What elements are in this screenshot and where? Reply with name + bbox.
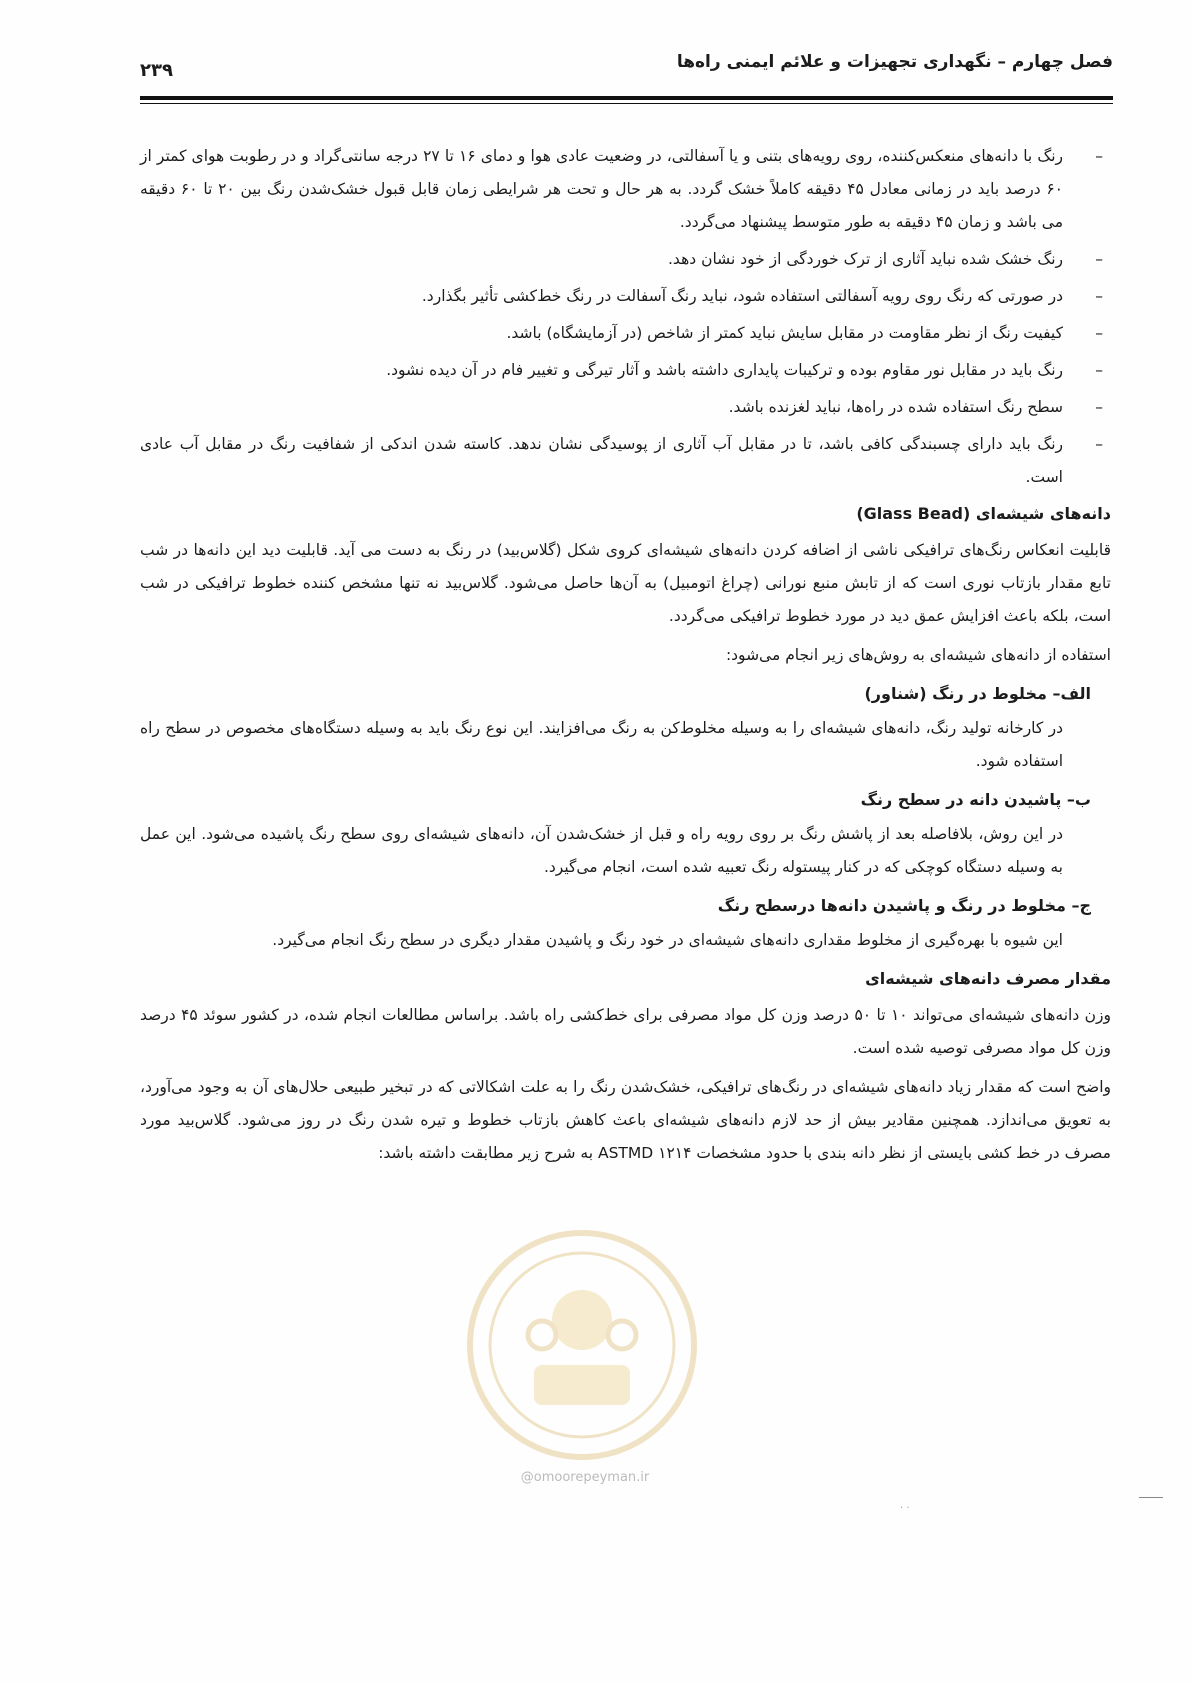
list-item: – سطح رنگ استفاده شده در راه‌ها، نباید لغزنده باشد. bbox=[140, 391, 1111, 424]
main-content bbox=[140, 140, 1111, 1176]
paragraph-method-c: این شیوه با بهره‌گیری از مخلوط مقداری دانه‌های شیشه‌ای در خود رنگ و پاشیدن مقدار دیگری در سطح رنگ انجام می‌گیرد. bbox=[272, 931, 1063, 949]
dash-icon: – bbox=[1095, 398, 1103, 416]
subheading-method-b: ب– پاشیدن دانه در سطح رنگ bbox=[860, 790, 1091, 809]
paragraph-consumption-1: وزن دانه‌های شیشه‌ای می‌تواند ۱۰ تا ۵۰ درصد وزن کل مواد مصرفی برای خط‌کشی راه باشد. براساس مطالعات انجام شده، در کشور سوئد ۴۵ درصد وزن کل مواد مصرفی توصیه شده است. bbox=[140, 1006, 1111, 1057]
page-number: ۲۳۹ bbox=[140, 60, 173, 81]
paragraph-methods-lead: استفاده از دانه‌های شیشه‌ای به روش‌های زیر انجام می‌شود: bbox=[725, 646, 1111, 664]
paragraph-method-a: در کارخانه تولید رنگ، دانه‌های شیشه‌ای را به وسیله مخلوط‌کن به رنگ می‌افزایند. این نوع رنگ باید به وسیله دستگاه‌های مخصوص در سطح راه استفاده شود. bbox=[140, 719, 1063, 770]
dash-icon: – bbox=[1095, 435, 1103, 453]
subheading-method-c: ج– مخلوط در رنگ و پاشیدن دانه‌ها درسطح رنگ bbox=[717, 896, 1091, 915]
list-item: – رنگ با دانه‌های منعکس‌کننده، روی رویه‌های بتنی و یا آسفالتی، در وضعیت عادی هوا و دمای ۱۶ تا ۲۷ درجه سانتی‌گراد و در رطوبت هوای کمتر از ۶۰ درصد باید در زمانی معادل ۴۵ دقیقه کاملاً خشک گردد. به هر حال و تحت هر شرایطی زمان قابل قبول خشک‌شدن رنگ بین ۲۰ تا ۶۰ دقیقه می باشد و زمان ۴۵ دقیقه به طور متوسط پیشنهاد می‌گردد. bbox=[140, 140, 1111, 239]
dash-icon: – bbox=[1095, 287, 1103, 305]
section-heading-consumption: مقدار مصرف دانه‌های شیشه‌ای bbox=[865, 969, 1111, 988]
dash-icon: – bbox=[1095, 250, 1103, 268]
header-rule-thick bbox=[140, 96, 1113, 100]
section-heading-glass-bead: دانه‌های شیشه‌ای (Glass Bead) bbox=[856, 504, 1111, 523]
paragraph-method-b: در این روش، بلافاصله بعد از پاشش رنگ بر روی رویه راه و قبل از خشک‌شدن آن، دانه‌های شیشه‌ای روی سطح رنگ پاشیده می‌شود. این عمل به وسیله دستگاه کوچکی که در کنار پیستوله رنگ تعبیه شده است، انجام می‌گیرد. bbox=[140, 825, 1063, 876]
paragraph-glass-bead-intro: قابلیت انعکاس رنگ‌های ترافیکی ناشی از اضافه کردن دانه‌های شیشه‌ای کروی شکل (گلاس‌بید) در رنگ به دست می آید. قابلیت دید این دانه‌ها در شب تابع مقدار بازتاب نوری است که از تابش منبع نورانی (چراغ اتومبیل) به آن‌ها حاصل می‌شود. گلاس‌بید نه تنها مشخص کننده خطوط ترافیکی در شب است، بلکه باعث افزایش عمق دید در مورد خطوط ترافیکی می‌گردد. bbox=[140, 541, 1111, 625]
seal-logo-icon bbox=[462, 1225, 702, 1465]
list-item: – رنگ باید دارای چسبندگی کافی باشد، تا در مقابل آب آثاری از پوسیدگی نشان ندهد. کاسته شدن اندکی از شفافیت رنگ در مقابل آب عادی است. bbox=[140, 428, 1111, 494]
header-rule-thin bbox=[140, 103, 1113, 104]
paragraph-consumption-2: واضح است که مقدار زیاد دانه‌های شیشه‌ای در رنگ‌های ترافیکی، خشک‌شدن رنگ را به علت اشکالاتی که در تبخیر طبیعی حلال‌های آن به وجود می‌آورد، به تعویق می‌اندازد. همچنین مقادیر بیش از حد لازم دانه‌های شیشه‌ای باعث کاهش بازتاب خطوط و تیره شدن رنگ در روز می‌شود. گلاس‌بید مورد مصرف در خط کشی بایستی از نظر دانه بندی با حدود مشخصات ASTMD ۱۲۱۴ به شرح زیر مطابقت داشته باشد: bbox=[140, 1078, 1111, 1162]
requirements-list bbox=[140, 140, 1111, 494]
watermark-site: @omoorepeyman.ir bbox=[520, 1470, 650, 1485]
list-item: – رنگ خشک شده نباید آثاری از ترک خوردگی از خود نشان دهد. bbox=[140, 243, 1111, 276]
corner-mark bbox=[1139, 1497, 1163, 1498]
list-item: – در صورتی که رنگ روی رویه آسفالتی استفاده شود، نباید رنگ آسفالت در رنگ خط‌کشی تأثیر بگذارد. bbox=[140, 280, 1111, 313]
scan-dots: . . bbox=[900, 1500, 910, 1511]
dash-icon: – bbox=[1095, 324, 1103, 342]
chapter-title: فصل چهارم – نگهداری تجهیزات و علائم ایمنی راه‌ها bbox=[676, 52, 1113, 72]
list-item: – رنگ باید در مقابل نور مقاوم بوده و ترکیبات پایداری داشته باشد و آثار تیرگی و تغییر فام در آن دیده نشود. bbox=[140, 354, 1111, 387]
subheading-method-a: الف– مخلوط در رنگ (شناور) bbox=[864, 684, 1091, 703]
dash-icon: – bbox=[1095, 361, 1103, 379]
list-item: – کیفیت رنگ از نظر مقاومت در مقابل سایش نباید کمتر از شاخص (در آزمایشگاه) باشد. bbox=[140, 317, 1111, 350]
dash-icon: – bbox=[1095, 147, 1103, 165]
